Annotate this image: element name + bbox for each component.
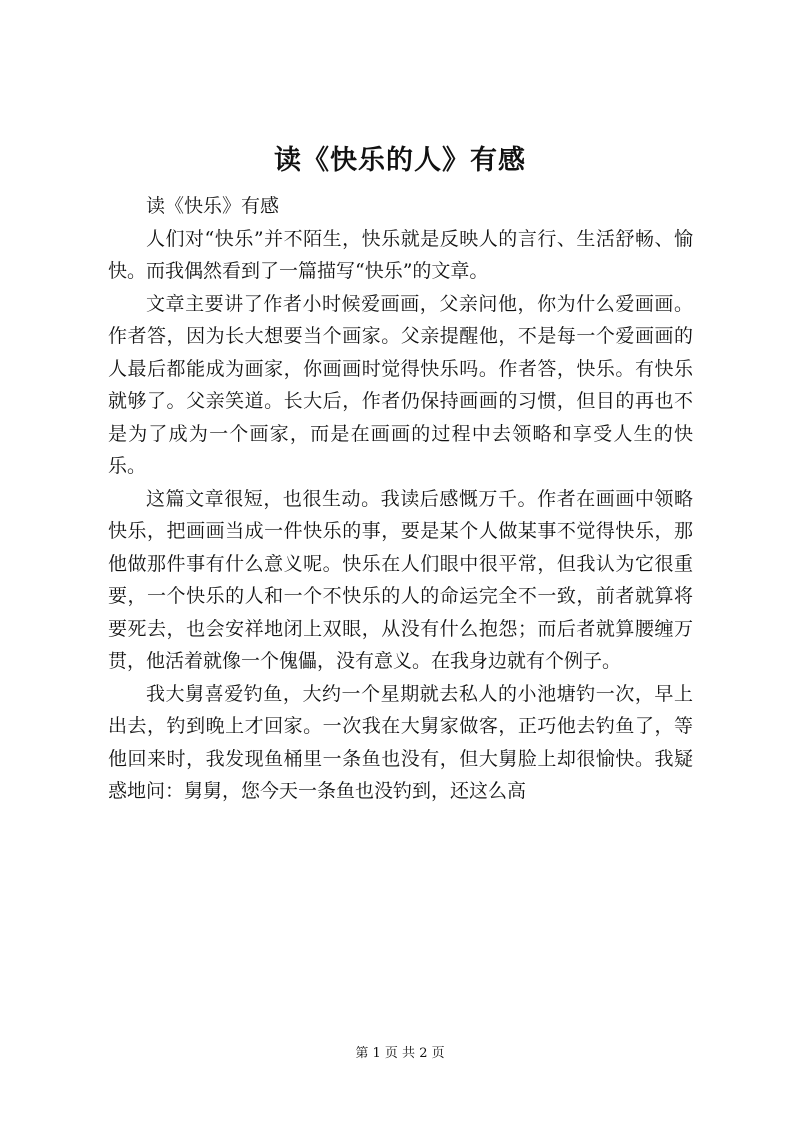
paragraph: 我大舅喜爱钓鱼，大约一个星期就去私人的小池塘钓一次，早上出去，钓到晚上才回家。一次我在大舅家做客，正巧他去钓鱼了，等他回来时，我发现鱼桶里一条鱼也没有，但大舅脸上却很愉快。我疑惑地问：舅舅，您今天一条鱼也没钓到，还这么高 — [108, 682, 693, 802]
document-title: 读《快乐的人》有感 — [274, 145, 526, 176]
paragraph: 这篇文章很短，也很生动。我读后感慨万千。作者在画画中领略快乐，把画画当成一件快乐的事，要是某个人做某事不觉得快乐，那他做那件事有什么意义呢。快乐在人们眼中很平常，但我认为它很重要，一个快乐的人和一个不快乐的人的命运完全不一致，前者就算将要死去，也会安祥地闭上双眼，从没有什么抱怨；而后者就算腰缠万贯，他活着就像一个傀儡，没有意义。在我身边就有个例子。 — [108, 487, 693, 672]
paragraph-subtitle: 读《快乐》有感 — [146, 195, 280, 217]
document-body — [108, 190, 693, 808]
page-footer: 第 1 页 共 2 页 — [355, 1046, 445, 1061]
paragraph: 人们对“快乐”并不陌生，快乐就是反映人的言行、生活舒畅、愉快。而我偶然看到了一篇描写“快乐”的文章。 — [108, 227, 693, 282]
paragraph: 文章主要讲了作者小时候爱画画，父亲问他，你为什么爱画画。作者答，因为长大想要当个画家。父亲提醒他，不是每一个爱画画的人最后都能成为画家，你画画时觉得快乐吗。作者答，快乐。有快乐就够了。父亲笑道。长大后，作者仍保持画画的习惯，但目的再也不是为了成为一个画家，而是在画画的过程中去领略和享受人生的快乐。 — [108, 292, 693, 477]
